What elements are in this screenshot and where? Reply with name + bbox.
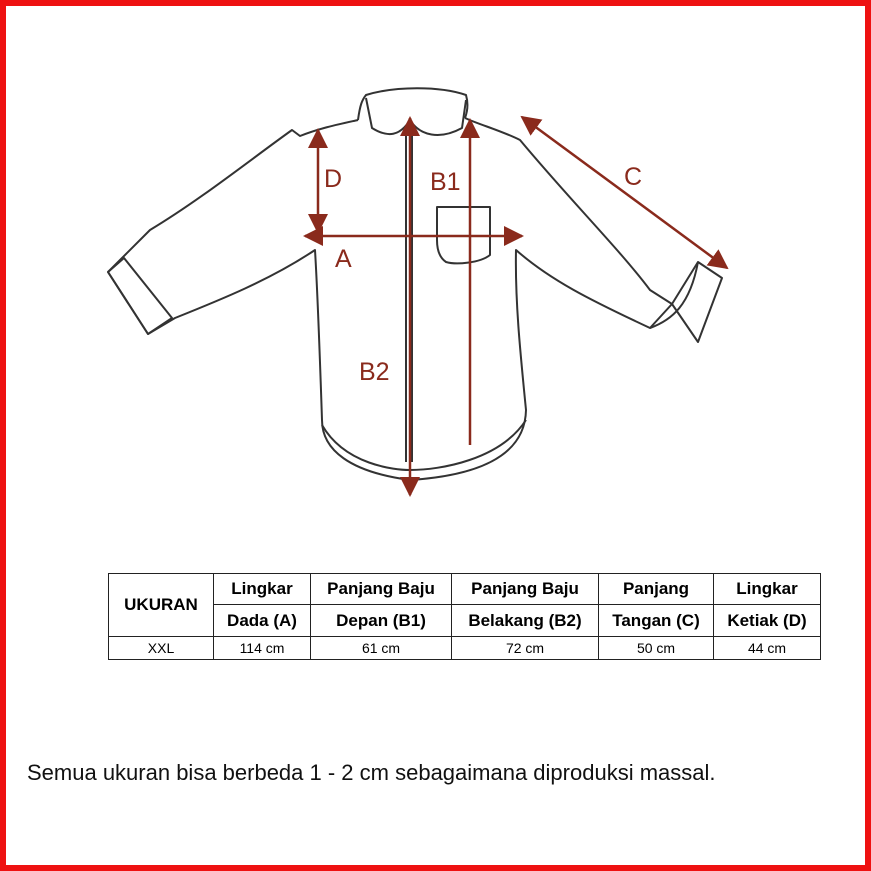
header-lingkar-ketiak-line2: Ketiak (D): [714, 605, 821, 637]
cell-panjang-depan: 61 cm: [311, 637, 452, 660]
size-table-header-row: [109, 574, 821, 605]
arrow-c: [522, 117, 727, 268]
cell-lingkar-ketiak: 44 cm: [714, 637, 821, 660]
header-panjang-tangan-line1: Panjang: [599, 574, 714, 605]
header-panjang-depan-line1: Panjang Baju: [311, 574, 452, 605]
header-panjang-tangan-line2: Tangan (C): [599, 605, 714, 637]
label-d: D: [324, 165, 343, 193]
header-lingkar-ketiak-line1: Lingkar: [714, 574, 821, 605]
header-panjang-belakang-line2: Belakang (B2): [452, 605, 599, 637]
cell-lingkar-dada: 114 cm: [214, 637, 311, 660]
label-c: C: [624, 163, 643, 191]
header-panjang-depan-line2: Depan (B1): [311, 605, 452, 637]
shirt-outline: [108, 88, 722, 480]
size-table: [108, 573, 821, 660]
cell-size: XXL: [109, 637, 214, 660]
size-table-header-row-2: [109, 605, 821, 637]
cell-panjang-belakang: 72 cm: [452, 637, 599, 660]
table-row: [109, 637, 821, 660]
cell-panjang-tangan: 50 cm: [599, 637, 714, 660]
header-lingkar-dada-line2: Dada (A): [214, 605, 311, 637]
measurement-arrows: [305, 117, 727, 495]
label-b1: B1: [430, 168, 461, 196]
label-a: A: [335, 245, 352, 273]
label-b2: B2: [359, 358, 390, 386]
header-ukuran: UKURAN: [109, 574, 214, 637]
size-note: Semua ukuran bisa berbeda 1 - 2 cm sebagaimana diproduksi massal.: [27, 760, 716, 785]
header-lingkar-dada-line1: Lingkar: [214, 574, 311, 605]
header-panjang-belakang-line1: Panjang Baju: [452, 574, 599, 605]
